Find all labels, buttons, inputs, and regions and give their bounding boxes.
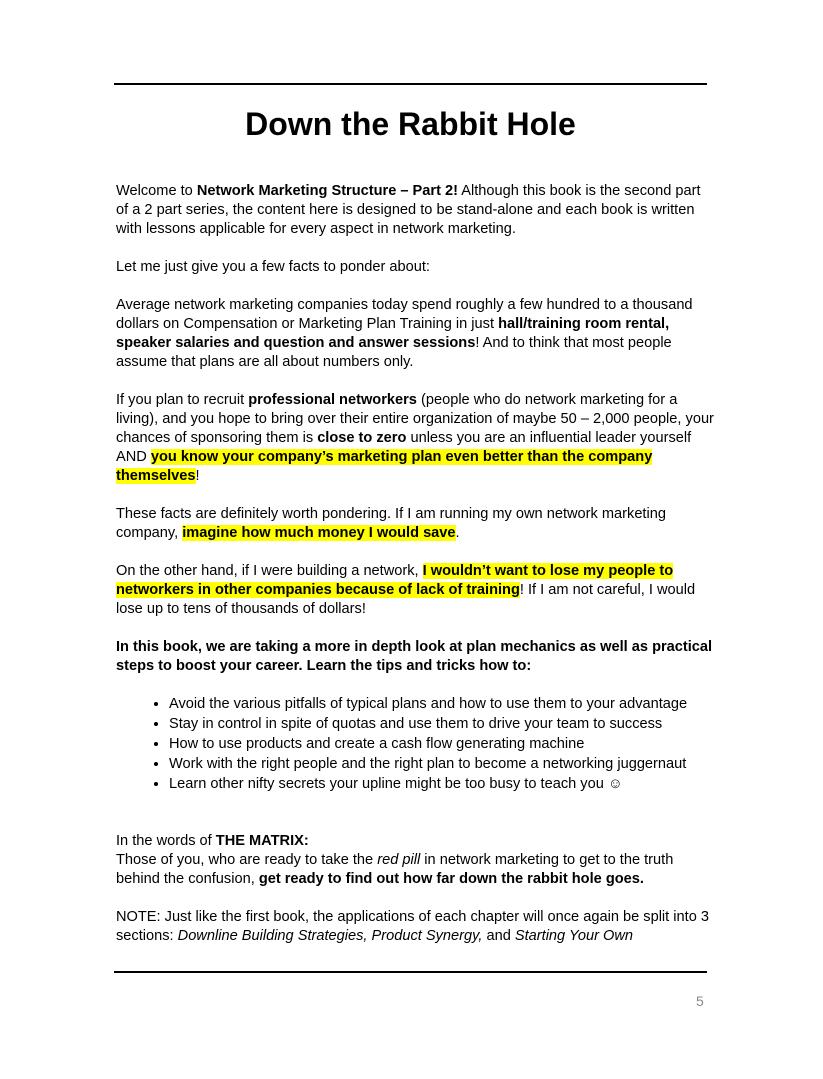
paragraph-matrix: Those of you, who are ready to take the red pill in network marketing to get to the truth behind the confusion, get ready to find out how far down the rabbit hole goes. xyxy=(116,852,674,887)
paragraph-matrix-heading: In the words of THE MATRIX: xyxy=(116,833,309,849)
paragraph-other-hand: On the other hand, if I were building a network, I wouldn’t want to lose my people to networkers in other companies because of lack of training! If I am not careful, I would lose up to tens of thousands of dollars! xyxy=(116,563,696,617)
page-title: Down the Rabbit Hole xyxy=(245,106,576,142)
list-item: • Stay in control in spite of quotas and use them to drive your team to success xyxy=(169,715,716,734)
paragraph-pondering: These facts are definitely worth pondering. If I am running my own network marketing company, imagine how much money I would save. xyxy=(116,506,666,541)
list-item: • Learn other nifty secrets your upline might be too busy to teach you ☺ xyxy=(169,775,716,794)
paragraph-training-cost: Average network marketing companies today spend roughly a few hundred to a thousand dollars on Compensation or Marketing Plan Training in just hall/training room rental, speaker salaries and question and answer sessions! And to think that most people assume that plans are all about numbers only. xyxy=(116,297,693,370)
paragraph-book-overview: In this book, we are taking a more in depth look at plan mechanics as well as practical steps to boost your career. Learn the tips and tricks how to: xyxy=(116,639,713,674)
paragraph-facts-lead: Let me just give you a few facts to ponder about: xyxy=(116,259,430,275)
list-item: • Work with the right people and the right plan to become a networking juggernaut xyxy=(169,755,716,774)
paragraph-recruit: If you plan to recruit professional networkers (people who do network marketing for a living), and you hope to bring over their entire organization of maybe 50 – 2,000 people, your chances of sponsoring them is close to zero unless you are an influential leader yourself AND you know your company’s marketing plan even better than the company themselves! xyxy=(116,392,714,484)
body-content xyxy=(116,182,716,965)
paragraph-intro: Welcome to Network Marketing Structure – Part 2! Although this book is the second part of a 2 part series, the content here is designed to be stand-alone and each book is written with lessons applicable for every aspect in network marketing. xyxy=(116,183,701,237)
paragraph-note: NOTE: Just like the first book, the applications of each chapter will once again be split into 3 sections: Downline Building Strategies, Product Synergy, and Starting Your Own xyxy=(116,909,709,944)
list-item: • Avoid the various pitfalls of typical plans and how to use them to your advantage xyxy=(169,695,716,714)
list-item: • How to use products and create a cash flow generating machine xyxy=(169,735,716,754)
footer-rule xyxy=(114,971,707,973)
tips-list xyxy=(116,695,716,794)
page-number: 5 xyxy=(696,993,704,1009)
header-rule xyxy=(114,83,707,85)
